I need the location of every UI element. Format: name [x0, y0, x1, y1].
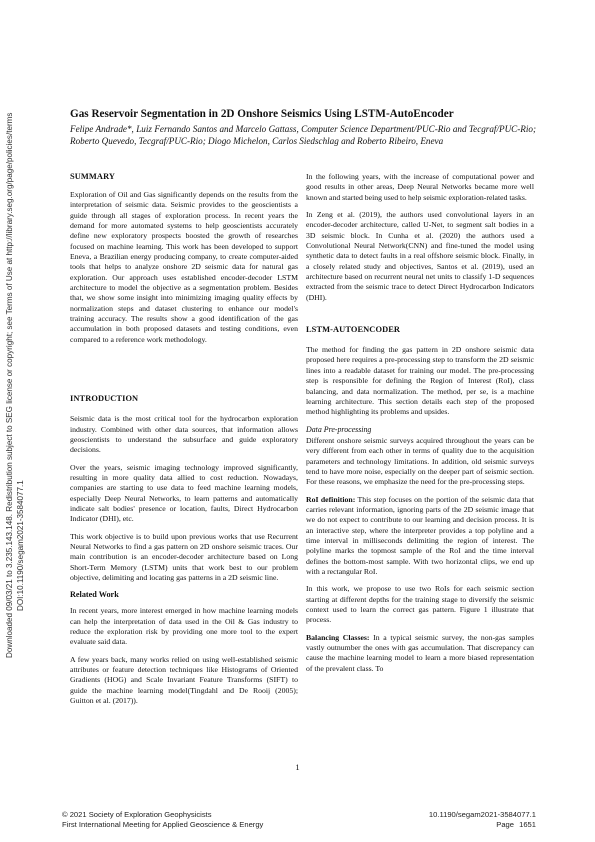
- introduction-heading: INTRODUCTION: [70, 394, 139, 404]
- paper-authors: Felipe Andrade*, Luiz Fernando Santos and Marcelo Gattass, Computer Science Department/PUC-Rio and Tecgraf/PUC-Rio; Roberto Quevedo, Tecgraf/PUC-Rio; Diogo Michelon, Carlos Siedschlag and Roberto Ribeiro, Eneva: [70, 124, 536, 146]
- paper-title: Gas Reservoir Segmentation in 2D Onshore Seismics Using LSTM-AutoEncoder: [70, 108, 454, 120]
- preprocessing-paragraph: Different onshore seismic surveys acquired throughout the years can be very different from each other in terms of quality due to the acquisition parameters and technology limitations. In addition, old seismic surveys tend to have more noise, especially on the deeper part of seismic section. For these reasons, we emphasize the need for the pre-processing steps.: [306, 435, 534, 487]
- page-number: 1: [295, 762, 300, 772]
- roi-definition-paragraph: [306, 495, 534, 578]
- download-notice-sidebar: [2, 112, 32, 658]
- footer-page-label: Page: [496, 820, 514, 829]
- footer-meeting: First International Meeting for Applied Geoscience & Energy: [62, 820, 264, 829]
- intro-paragraph: Seismic data is the most critical tool for the hydrocarbon exploration industry. Combined with other data sources, that information allows geoscientists to understand the subsurface and guide exploratory decisions.: [70, 414, 298, 455]
- roi-definition-lead: RoI definition:: [306, 494, 356, 504]
- roi-definition-text: This step focuses on the portion of the seismic data that carries relevant information, ignoring parts of the 2D seismic image that we do not expect to contribute to our learning and decision process. It is an interactive step, where the interpreter provides a top polyline and a time interval in milliseconds delimiting the region of interest. The polyline marks the topmost sample of the RoI and the time interval defines the bottom-most sample. With two horizontal clips, we end up with a rectangular RoI.: [306, 494, 535, 576]
- left-column: [70, 172, 298, 713]
- two-rois-paragraph: In this work, we propose to use two RoIs for each seismic section starting at different depths for the training stage to diversify the seismic context used to learn the correct gas pattern. Figure 1 illustrate that process.: [306, 584, 534, 625]
- footer-right: [429, 810, 536, 830]
- summary-heading: SUMMARY: [70, 172, 116, 181]
- related-work-paragraph: In recent years, more interest emerged in how machine learning models can help the interpretation of data used in the Oil & Gas industry to reduce the exploration risk by providing one more tool to the expert evaluate said data.: [70, 606, 298, 647]
- footer-page: [429, 820, 536, 830]
- data-preprocessing-heading: Data Pre-processing: [306, 424, 372, 434]
- related-work-heading: Related Work: [70, 590, 119, 600]
- download-notice: Downloaded 09/03/21 to 3.235.143.148. Redistribution subject to SEG license or copyright; see Terms of Use at http://library.seg.org/page/policies/terms: [5, 112, 14, 658]
- balancing-classes-text: In a typical seismic survey, the non-gas samples vastly outnumber the ones with gas accumulation. That discrepancy can cause the machine learning model to learn a more biased representation of the prevalent class. To: [306, 632, 534, 673]
- paper-header: [70, 107, 536, 147]
- footer-copyright: © 2021 Society of Exploration Geophysicists: [62, 810, 212, 819]
- summary-paragraph: Exploration of Oil and Gas significantly depends on the results from the interpretation of seismic data. Seismic provides to the geoscientists a guide through all stages of exploration process. In recent years the demand for more automated systems to help geoscientists accurately define new exploratory prospects boosted the growth of researches focused on machine learning. This work has been developed to support Eneva, a Brazilian energy producing company, to create computer-aided tools that helps to analyze onshore 2D seismic data for natural gas exploration. Our approach uses established encoder-decoder LSTM architecture to model the objective as a segmentation problem. Besides that, we show some insight into minimizing imaging quality effects by normalization steps and dataset clustering to enhance our model's training accuracy. The results show a good identification of the gas accumulation in both proposed datasets and testing conditions, even compared to a reference work methodology.: [70, 190, 298, 344]
- method-paragraph: The method for finding the gas pattern in 2D onshore seismic data proposed here requires a pre-processing step to transform the 2D seismic lines into a readable dataset for training our model. The pre-processing step is responsible for defining the Region of Interest (RoI), class balancing, and data normalization. The method, per se, is a machine learning architecture. This section details each step of the proposed method highlighting its problems and upsides.: [306, 345, 534, 417]
- footer-left: [62, 810, 263, 830]
- sidebar-doi: DOI:10.1190/segam2021-3584077.1: [16, 480, 25, 611]
- balancing-classes-paragraph: [306, 633, 534, 674]
- footer-page-value: 1651: [519, 820, 536, 829]
- right-column: [306, 172, 534, 681]
- intro-paragraph: This work objective is to build upon previous works that use Recurrent Neural Networks to find a gas pattern on 2D onshore seismic traces. Our main contribution is an encoder-decoder architecture based on Long Short-Term Memory (LSTM) units that work best to our problem objective, delimiting and locating gas patterns in a 2D seismic line.: [70, 531, 298, 582]
- related-work-paragraph: In Zeng et al. (2019), the authors used convolutional layers in an encoder-decoder architecture, called U-Net, to segment salt bodies in a 3D seismic block. In Cunha et al. (2020) the authors used a Convolutional Neural Network(CNN) and fine-tuned the model using synthetic data to detect faults in a real offshore seismic block. Finally, in a closely related study and objectives, Santos et al. (2019), used an architecture based on recurrent neural net units to classify 1-D sequences extracted from the seismic trace to detect Direct Hydrocarbon Indicators (DHI).: [306, 210, 534, 302]
- related-work-paragraph: A few years back, many works relied on using well-established seismic attributes or feature detection techniques like Histograms of Oriented Gradients (HOG) and Scale Invariant Feature Transforms (SIFT) to guide the machine learning model(Tingdahl and De Rooij (2005); Guitton et al. (2017)).: [70, 654, 298, 706]
- intro-paragraph: Over the years, seismic imaging technology improved significantly, resulting in more quality data allied to cost reduction. Nowadays, companies are starting to use data to feed machine learning models, especially Deep Neural Networks, to learn patterns and automatically indicate salt bodies' presence or location, faults, Direct Hydrocarbon Indicator (DHI), etc.: [70, 462, 298, 524]
- lstm-autoencoder-heading: LSTM-AUTOENCODER: [306, 325, 401, 335]
- related-work-paragraph: In the following years, with the increase of computational power and good results in other areas, Deep Neural Networks became more well known and started being used to help seismic exploration-related tasks.: [306, 172, 534, 202]
- balancing-classes-lead: Balancing Classes:: [306, 632, 370, 642]
- footer-doi: 10.1190/segam2021-3584077.1: [428, 810, 536, 819]
